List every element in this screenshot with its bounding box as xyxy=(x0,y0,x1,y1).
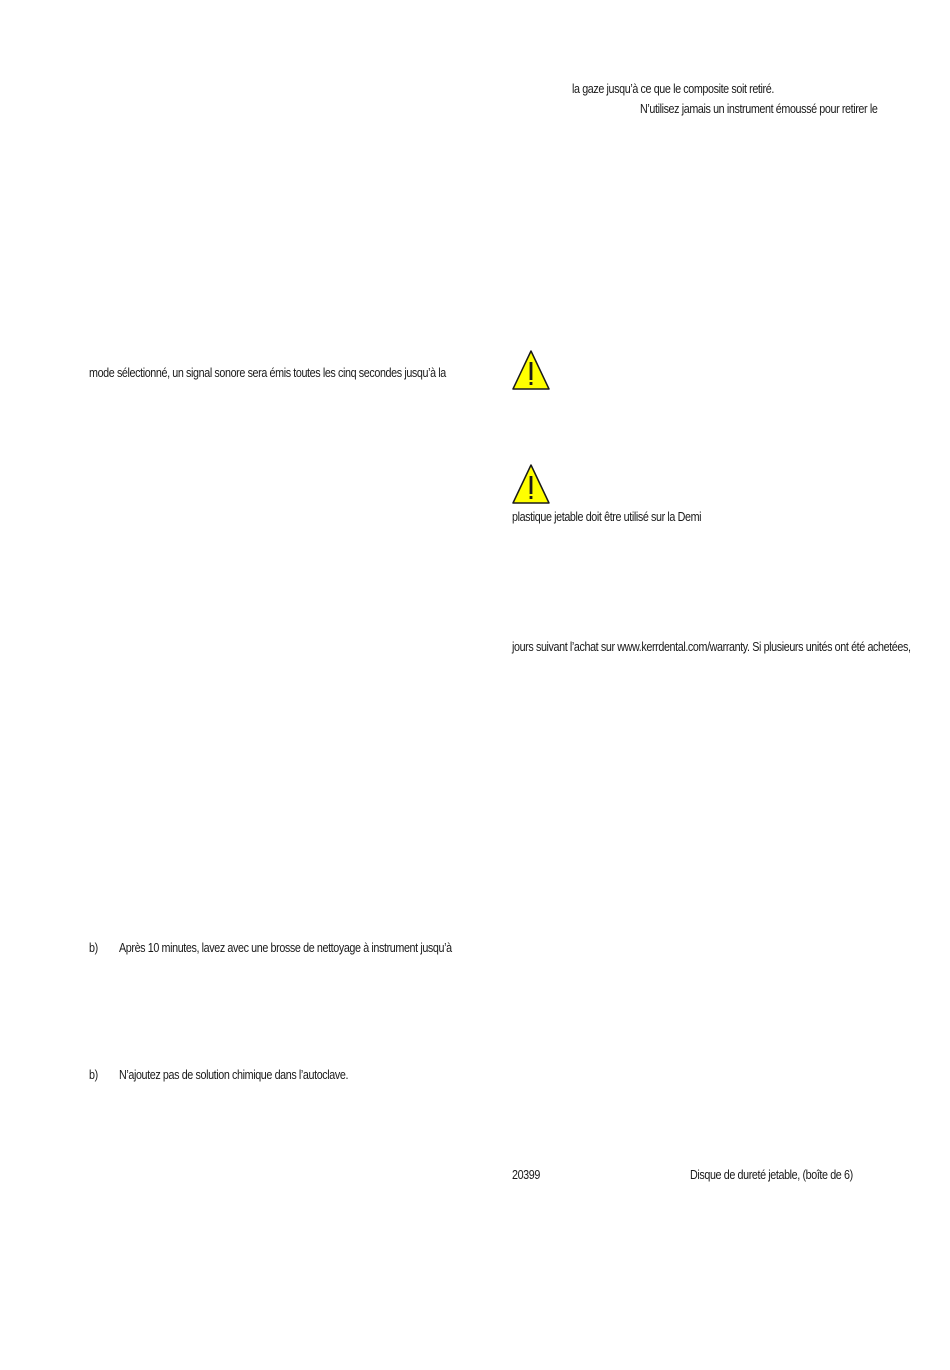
step-b1-marker: b) xyxy=(89,941,98,955)
text-line-mode: mode sélectionné, un signal sonore sera émis toutes les cinq secondes jusqu’à la xyxy=(89,366,446,380)
text-line-instrument: N’utilisez jamais un instrument émoussé pour retirer le xyxy=(640,102,878,116)
warning-triangle-icon xyxy=(512,350,550,384)
step-b1-text: Après 10 minutes, lavez avec une brosse de nettoyage à instrument jusqu’à xyxy=(119,941,452,955)
step-b2-text: N’ajoutez pas de solution chimique dans l’autoclave. xyxy=(119,1068,349,1082)
text-line-gaze: la gaze jusqu’à ce que le composite soit retiré. xyxy=(572,82,774,96)
part-description: Disque de dureté jetable, (boîte de 6) xyxy=(690,1168,853,1182)
text-line-plastique: plastique jetable doit être utilisé sur la Demi xyxy=(512,510,702,524)
text-line-warranty: jours suivant l’achat sur www.kerrdental.com/warranty. Si plusieurs unités ont été achetées, xyxy=(512,640,911,654)
warning-triangle-icon xyxy=(512,464,550,498)
step-b2-marker: b) xyxy=(89,1068,98,1082)
part-number: 20399 xyxy=(512,1168,540,1182)
